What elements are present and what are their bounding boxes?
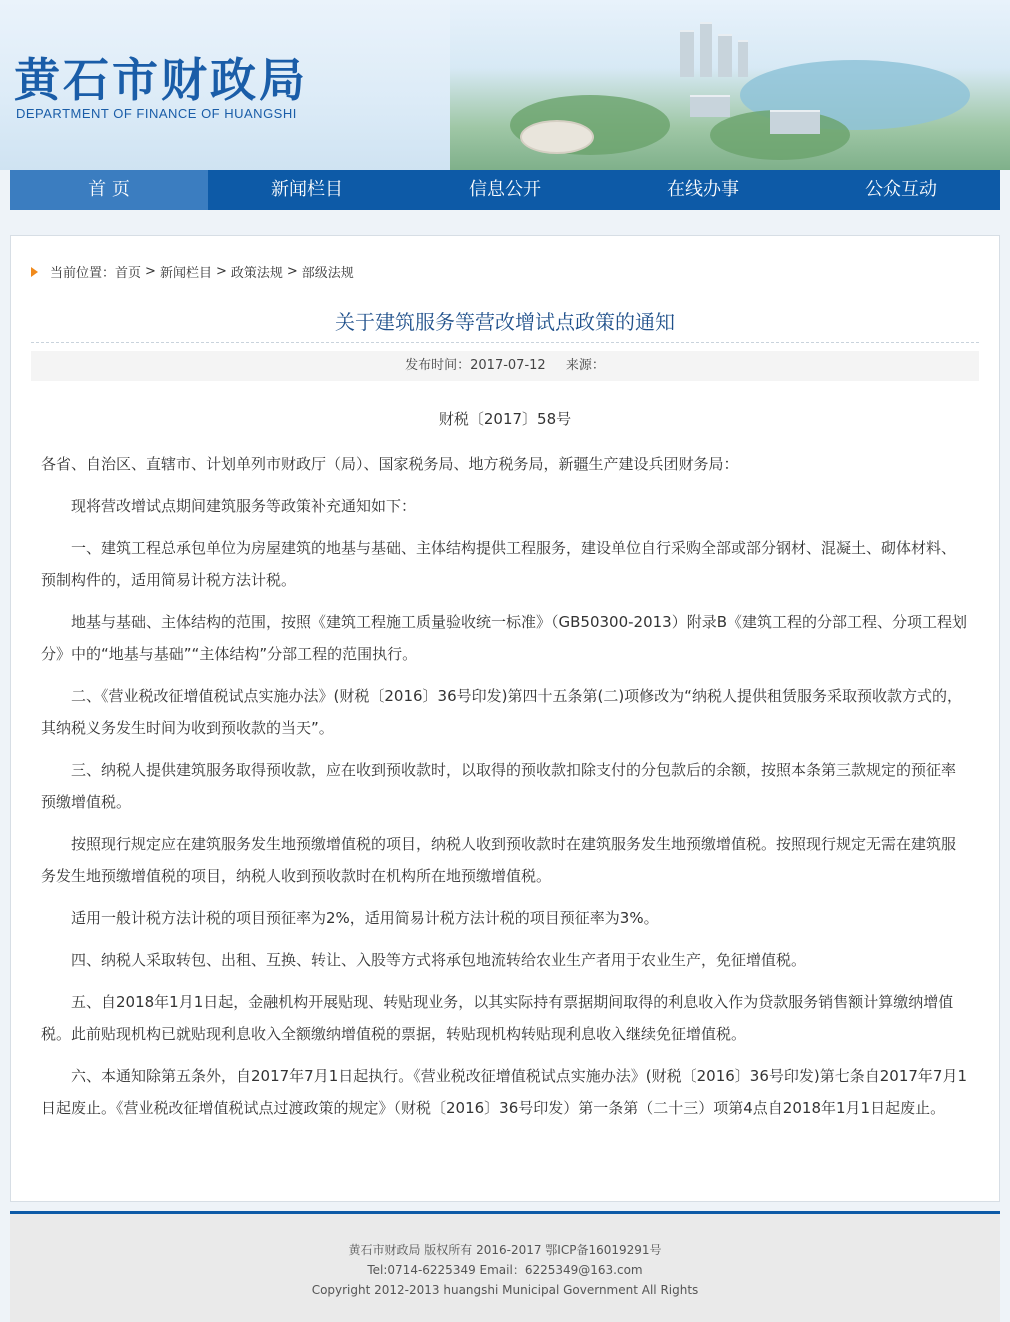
nav-item-news[interactable]: 新闻栏目 [271,179,343,200]
article-paragraph: 地基与基础、主体结构的范围，按照《建筑工程施工质量验收统一标准》（GB50300-2013）附录B《建筑工程的分部工程、分项工程划分》中的“地基与基础”“主体结构”分部工程的范围执行。 [41,613,968,663]
breadcrumb-link-policy[interactable]: 政策法规 [230,266,283,281]
site-logo-title[interactable]: 黄石市财政局 [14,53,308,107]
article-paragraph: 一、建筑工程总承包单位为房屋建筑的地基与基础、主体结构提供工程服务，建设单位自行采购全部或部分钢材、混凝土、砌体材料、预制构件的，适用简易计税方法计税。 [41,539,957,589]
nav-item-online-services[interactable]: 在线办事 [667,179,739,200]
breadcrumb-link-news[interactable]: 新闻栏目 [159,266,212,281]
footer-copyright-line: 黄石市财政局 版权所有 2016-2017 鄂ICP备16019291号 [348,1243,662,1257]
nav-item-info-disclosure[interactable]: 信息公开 [469,179,541,200]
footer-contact-line: Tel:0714-6225349 Email：6225349@163.com [367,1263,643,1277]
breadcrumb [31,262,354,281]
article-paragraph: 六、本通知除第五条外，自2017年7月1日起执行。《营业税改征增值税试点实施办法》(财税〔2016〕36号印发)第七条自2017年7月1日起废止。《营业税改征增值税试点过渡政策的规定》（财税〔2016〕36号印发）第一条第（二十三）项第4点自2018年1月1日起废止。 [41,1067,967,1117]
article-paragraph: 五、自2018年1月1日起，金融机构开展贴现、转贴现业务，以其实际持有票据期间取得的利息收入作为贷款服务销售额计算缴纳增值税。此前贴现机构已就贴现利息收入全额缴纳增值税的票据，转贴现机构转贴现利息收入继续免征增值税。 [41,993,954,1043]
nav-item-home[interactable]: 首 页 [10,170,208,210]
breadcrumb-separator: > [145,264,156,279]
article-meta [31,351,979,381]
article-body [41,448,967,1134]
article-source: 来源： [565,358,605,373]
article-paragraph: 二、《营业税改征增值税试点实施办法》(财税〔2016〕36号印发)第四十五条第(二)项修改为“纳税人提供租赁服务采取预收款方式的，其纳税义务发生时间为收到预收款的当天”。 [41,687,962,737]
article-paragraph: 现将营改增试点期间建筑服务等政策补充通知如下： [71,497,417,515]
nav-item-public-interaction[interactable]: 公众互动 [865,179,937,200]
article-paragraph: 按照现行规定应在建筑服务发生地预缴增值税的项目，纳税人收到预收款时在建筑服务发生地预缴增值税。按照现行规定无需在建筑服务发生地预缴增值税的项目，纳税人收到预收款时在机构所在地预缴增值税。 [41,835,957,885]
footer-english-copyright: Copyright 2012-2013 huangshi Municipal Government All Rights [311,1283,699,1297]
article-title: 关于建筑服务等营改增试点政策的通知 [335,310,675,334]
site-logo-subtitle: DEPARTMENT OF FINANCE OF HUANGSHI [16,106,297,121]
document-number: 财税〔2017〕58号 [438,410,572,428]
breadcrumb-link-home[interactable]: 首页 [115,266,142,281]
site-footer [10,1211,1000,1322]
article-panel [10,235,1000,1202]
article-paragraph: 适用一般计税方法计税的项目预征率为2%，适用简易计税方法计税的项目预征率为3%。 [71,909,659,927]
breadcrumb-prefix: 当前位置： [50,266,116,281]
breadcrumb-link-ministry-rules[interactable]: 部级法规 [301,266,354,281]
breadcrumb-separator: > [286,264,298,279]
article-paragraph: 各省、自治区、直辖市、计划单列市财政厅（局）、国家税务局、地方税务局，新疆生产建设兵团财务局： [41,455,739,473]
breadcrumb-separator: > [215,264,227,279]
title-divider [31,342,979,343]
city-banner-image [450,0,1010,170]
publish-date: 发布时间：2017-07-12 [405,358,546,373]
article-paragraph: 四、纳税人采取转包、出租、互换、转让、入股等方式将承包地流转给农业生产者用于农业生产，免征增值税。 [71,951,807,969]
arrow-right-icon [31,267,38,277]
site-header [0,0,1010,170]
main-nav [10,170,1000,210]
article-paragraph: 三、纳税人提供建筑服务取得预收款，应在收到预收款时，以取得的预收款扣除支付的分包款后的余额，按照本条第三款规定的预征率预缴增值税。 [41,761,957,811]
